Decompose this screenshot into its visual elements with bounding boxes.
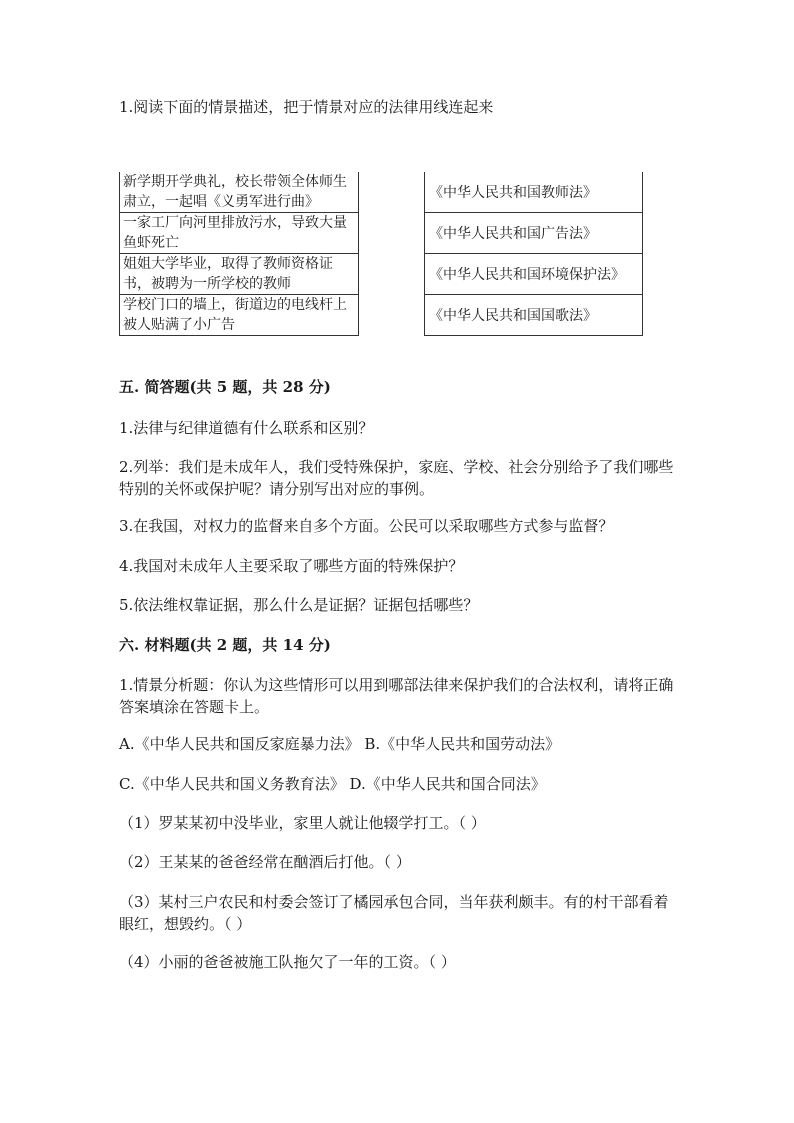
question-2: 2.列举：我们是未成年人，我们受特殊保护，家庭、学校、社会分别给予了我们哪些特别的关怀或保护呢？请分别写出对应的事例。: [119, 458, 674, 498]
options-line-1: A.《中华人民共和国反家庭暴力法》 B.《中华人民共和国劳动法》: [119, 735, 561, 753]
section6-intro: 1.情景分析题：你认为这些情形可以用到哪部法律来保护我们的合法权利，请将正确答案填涂在答题卡上。: [119, 676, 674, 716]
matching-instruction: 1.阅读下面的情景描述，把于情景对应的法律用线连起来: [119, 98, 494, 116]
table-row: [120, 172, 359, 213]
scenario-item-1: （1）罗某某初中没毕业，家里人就让他辍学打工。（ ）: [119, 814, 486, 832]
table-row: [120, 213, 359, 254]
section5-title: 五. 简答题(共 5 题，共 28 分): [119, 378, 331, 396]
scenario-cell[interactable]: 一家工厂向河里排放污水，导致大量鱼虾死亡: [120, 213, 359, 254]
table-row: [425, 213, 643, 254]
law-cell[interactable]: 《中华人民共和国国歌法》: [425, 295, 643, 336]
scenario-item-3: （3）某村三户农民和村委会签订了橘园承包合同，当年获利颇丰。有的村干部看着眼红，想毁约。（ ）: [119, 893, 669, 933]
table-row: [425, 295, 643, 336]
scenario-cell[interactable]: 新学期开学典礼，校长带领全体师生肃立，一起唱《义勇军进行曲》: [120, 172, 359, 213]
law-table: [424, 172, 643, 336]
law-cell[interactable]: 《中华人民共和国广告法》: [425, 213, 643, 254]
scenario-cell[interactable]: 学校门口的墙上，街道边的电线杆上被人贴满了小广告: [120, 295, 359, 336]
scenario-table: [119, 172, 359, 336]
section6-title: 六. 材料题(共 2 题，共 14 分): [119, 636, 331, 654]
table-row: [425, 254, 643, 295]
scenario-cell[interactable]: 姐姐大学毕业，取得了教师资格证书，被聘为一所学校的教师: [120, 254, 359, 295]
table-row: [120, 254, 359, 295]
question-1: 1.法律与纪律道德有什么联系和区别？: [119, 419, 374, 437]
question-3: 3.在我国，对权力的监督来自多个方面。公民可以采取哪些方式参与监督？: [119, 517, 614, 535]
scenario-item-4: （4）小丽的爸爸被施工队拖欠了一年的工资。（ ）: [119, 953, 456, 971]
law-cell[interactable]: 《中华人民共和国教师法》: [425, 172, 643, 213]
question-4: 4.我国对未成年人主要采取了哪些方面的特殊保护？: [119, 557, 464, 575]
options-line-2: C.《中华人民共和国义务教育法》 D.《中华人民共和国合同法》: [119, 775, 546, 793]
question-5: 5.依法维权靠证据，那么什么是证据？证据包括哪些？: [119, 596, 479, 614]
law-cell[interactable]: 《中华人民共和国环境保护法》: [425, 254, 643, 295]
table-row: [120, 295, 359, 336]
scenario-item-2: （2）王某某的爸爸经常在酗酒后打他。（ ）: [119, 853, 411, 871]
table-row: [425, 172, 643, 213]
